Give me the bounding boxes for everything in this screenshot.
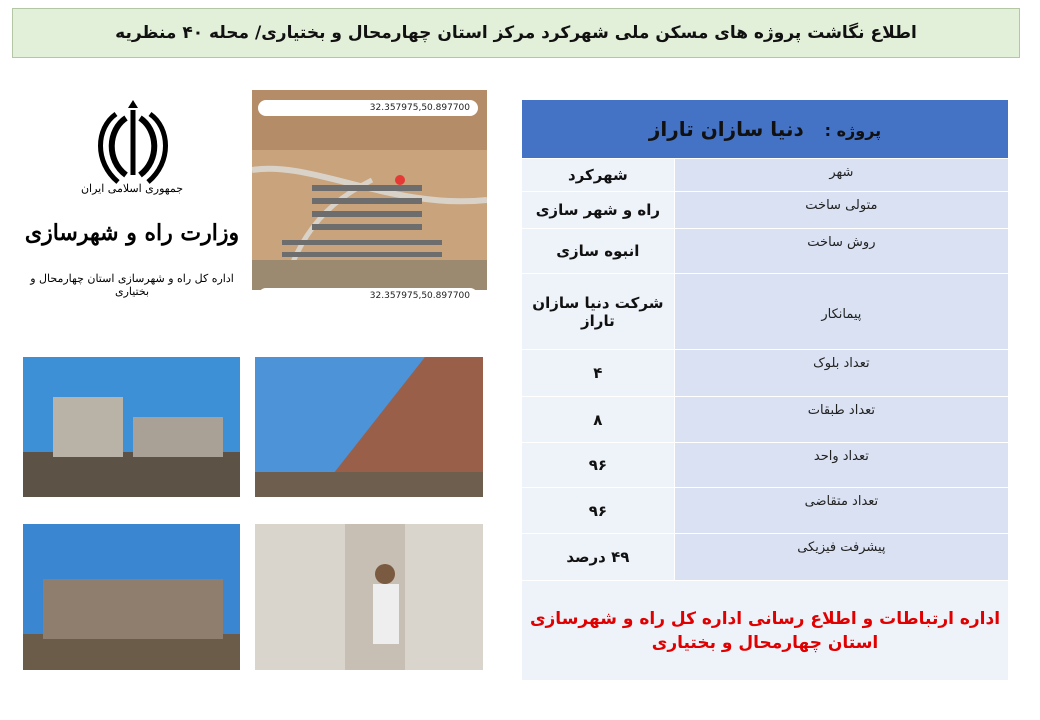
site-photo-2 xyxy=(255,357,483,497)
site-photo-4 xyxy=(255,524,483,670)
project-info-table xyxy=(521,99,1009,681)
logo-line-ministry: وزارت راه و شهرسازی xyxy=(24,220,240,246)
row-label-5: تعداد طبقات xyxy=(674,397,1008,443)
footer-line-2: استان چهارمحال و بختیاری xyxy=(651,632,879,653)
site-photo-3 xyxy=(23,524,240,670)
title-banner xyxy=(12,8,1020,58)
table-row xyxy=(522,159,1009,192)
row-value-7: ۹۶ xyxy=(522,488,675,534)
row-label-1: متولی ساخت xyxy=(674,192,1008,229)
row-label-0: شهر xyxy=(674,159,1008,192)
map-coordinates-bottom[interactable]: 32.357975,50.897700 xyxy=(258,288,478,304)
table-row xyxy=(522,192,1009,229)
table-row xyxy=(522,443,1009,488)
site-photo-1 xyxy=(23,357,240,497)
row-label-4: تعداد بلوک xyxy=(674,350,1008,397)
row-label-6: تعداد واحد xyxy=(674,443,1008,488)
row-value-3: شرکت دنیا سازان تاراز xyxy=(522,274,675,350)
row-value-6: ۹۶ xyxy=(522,443,675,488)
row-value-2: انبوه سازی xyxy=(522,229,675,274)
row-value-1: راه و شهر سازی xyxy=(522,192,675,229)
row-value-0: شهرکرد xyxy=(522,159,675,192)
table-row xyxy=(522,488,1009,534)
project-title-cell xyxy=(522,100,1009,159)
ministry-logo xyxy=(22,100,242,300)
table-row xyxy=(522,397,1009,443)
project-name: دنیا سازان تاراز xyxy=(648,117,804,141)
footer-cell xyxy=(522,581,1009,681)
table-row xyxy=(522,274,1009,350)
row-label-2: روش ساخت xyxy=(674,229,1008,274)
satellite-map xyxy=(252,90,487,325)
row-label-3: پیمانکار xyxy=(674,274,1008,350)
row-value-5: ۸ xyxy=(522,397,675,443)
table-row xyxy=(522,229,1009,274)
logo-line-department: اداره کل راه و شهرسازی استان چهارمحال و بختیاری xyxy=(30,272,234,298)
table-row xyxy=(522,350,1009,397)
map-coordinates-top[interactable]: 32.357975,50.897700 xyxy=(258,100,478,116)
logo-line-country: جمهوری اسلامی ایران xyxy=(80,182,184,195)
row-value-8: ۴۹ درصد xyxy=(522,534,675,581)
footer-line-1: اداره ارتباطات و اطلاع رسانی اداره کل راه و شهرسازی xyxy=(529,608,1001,629)
row-value-4: ۴ xyxy=(522,350,675,397)
table-row xyxy=(522,534,1009,581)
row-label-8: پیشرفت فیزیکی xyxy=(674,534,1008,581)
footer-row xyxy=(522,581,1009,681)
page-title: اطلاع نگاشت پروژه های مسکن ملی شهرکرد مرکز استان چهارمحال و بختیاری/ محله ۴۰ منظریه xyxy=(115,23,917,43)
row-label-7: تعداد متقاضی xyxy=(674,488,1008,534)
iran-emblem-icon xyxy=(88,100,178,190)
project-label: پروژه : xyxy=(824,121,882,140)
project-header-row xyxy=(522,100,1009,159)
